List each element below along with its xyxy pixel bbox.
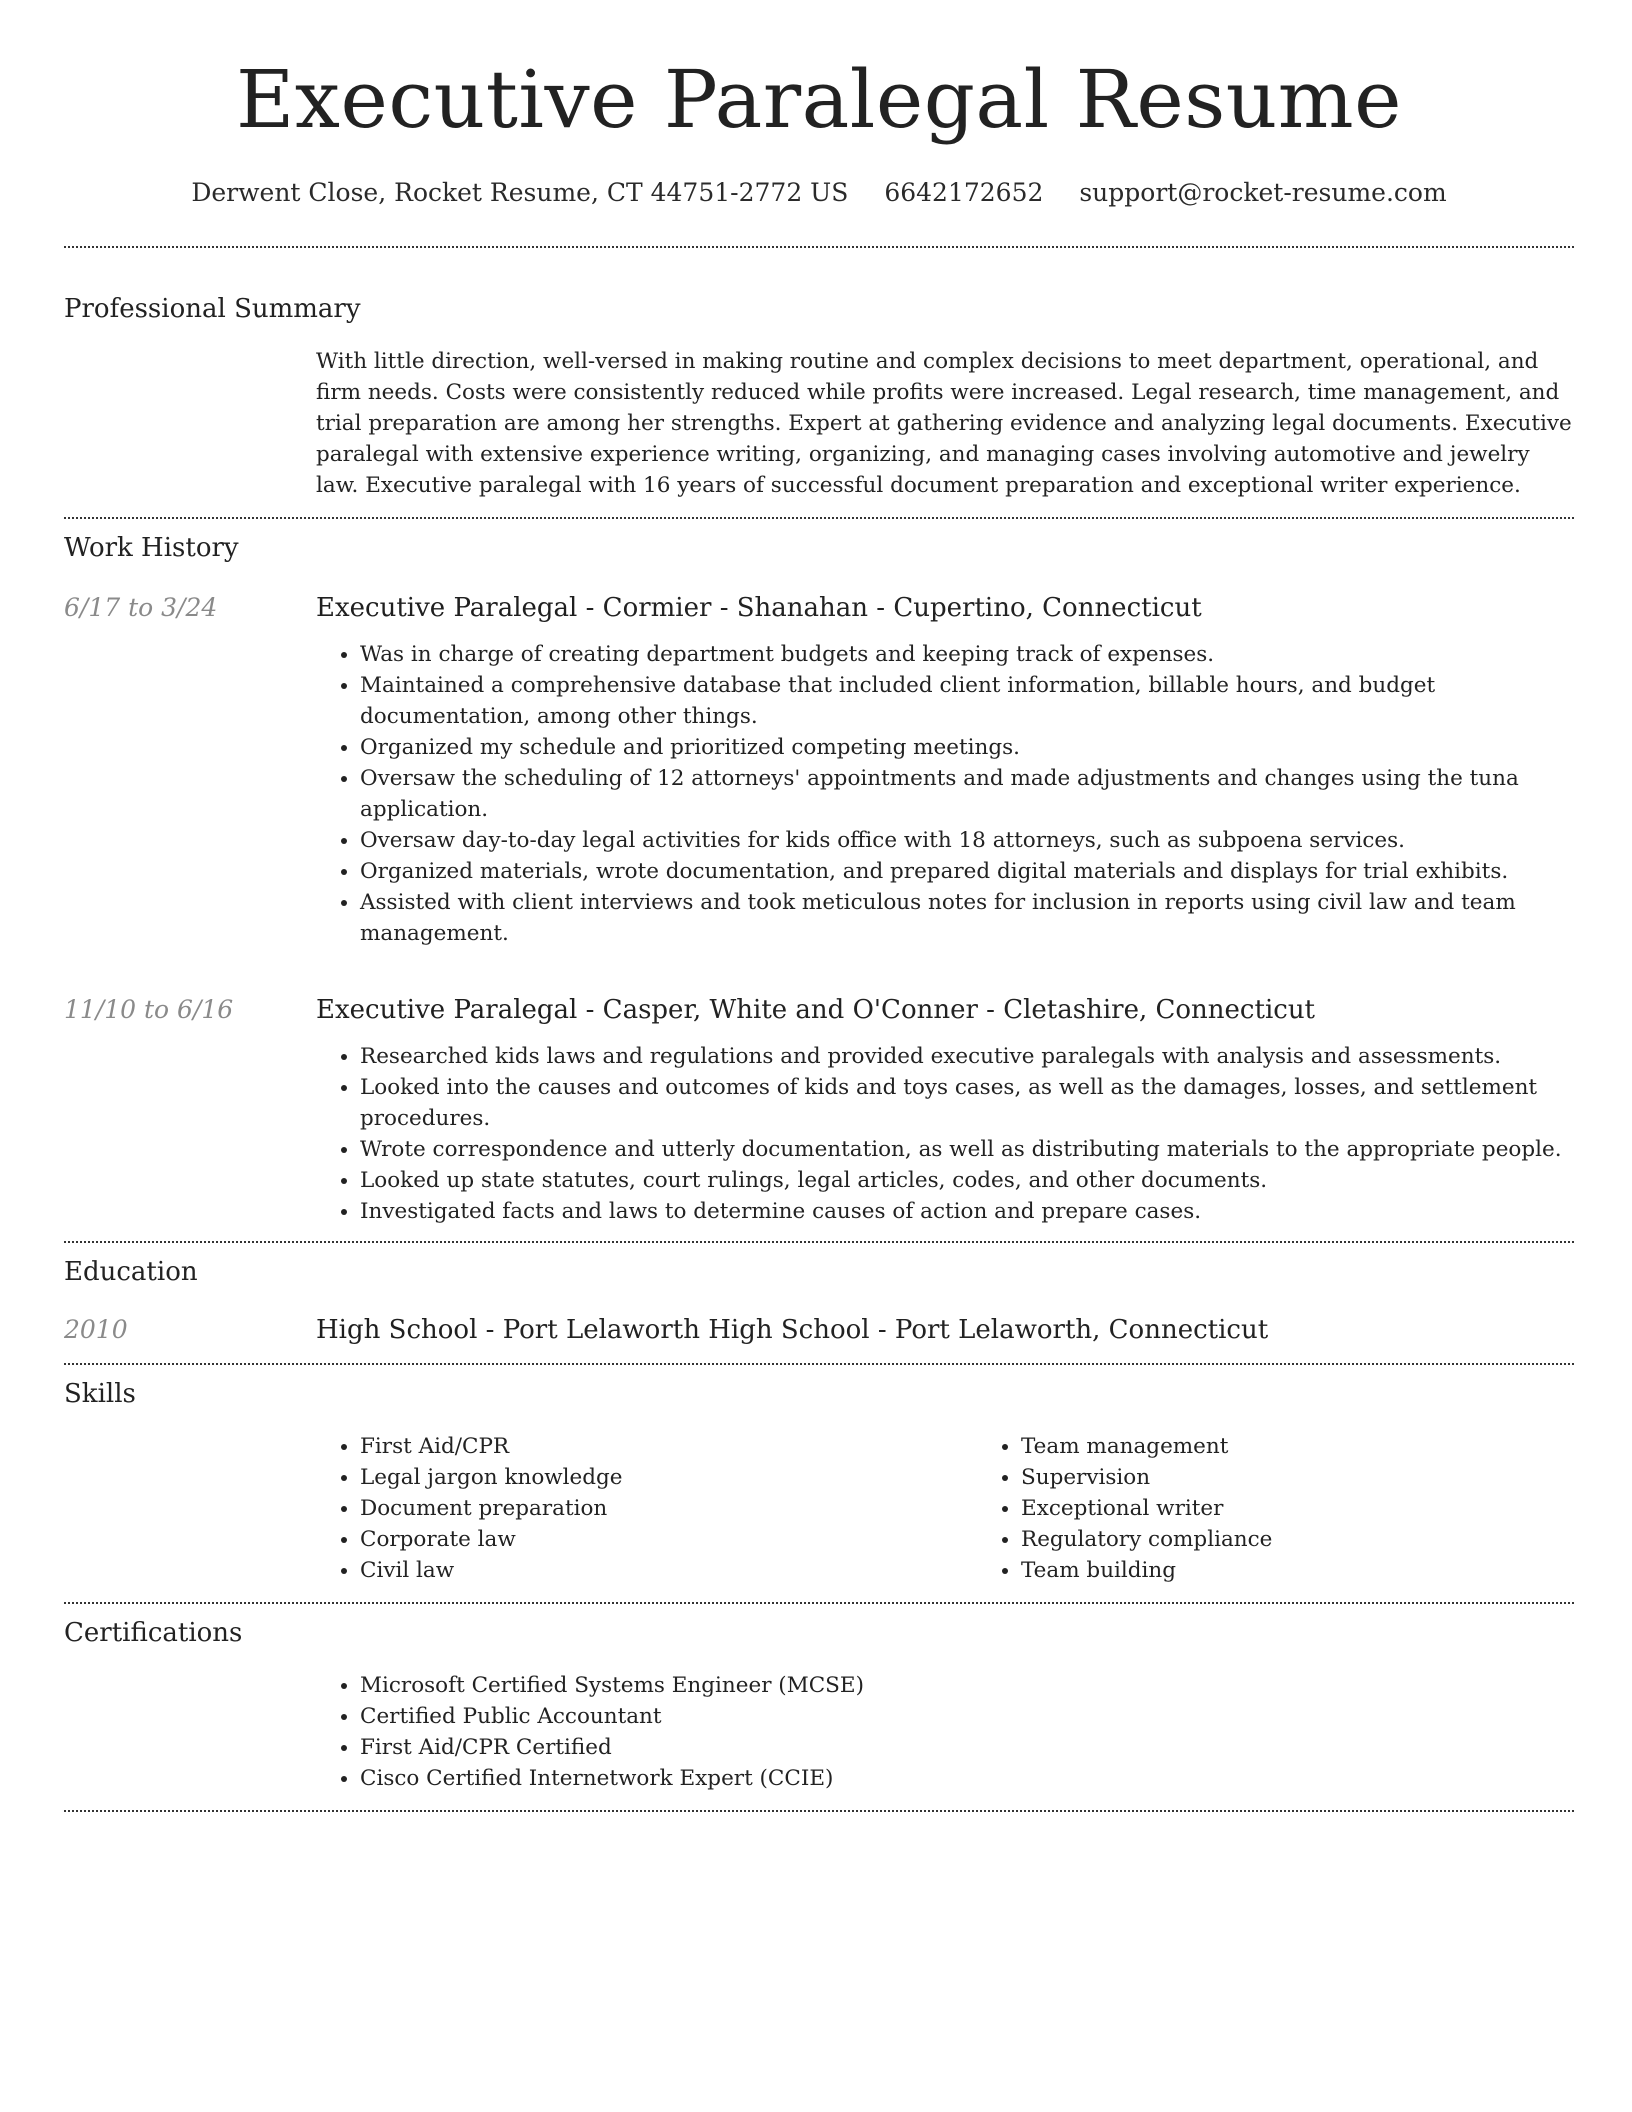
- list-item: • Organized materials, wrote documentation, and prepared digital materials and displays for trial exhibits.: [360, 856, 1574, 887]
- page-title: Executive Paralegal Resume: [236, 53, 1402, 146]
- list-item: • Oversaw the scheduling of 12 attorneys' appointments and made adjustments and changes using the tuna application.: [360, 763, 1574, 825]
- job-bullets: [316, 1041, 1574, 1227]
- skill-item: • First Aid/CPR: [360, 1431, 977, 1462]
- divider: [64, 246, 1574, 248]
- section-title-education: Education: [64, 1257, 198, 1287]
- divider: [64, 1602, 1574, 1604]
- education-entry: [64, 1313, 1574, 1347]
- section-title-work-history: Work History: [64, 533, 239, 563]
- skills-list-right: [977, 1431, 1632, 1586]
- certification-item: • Certified Public Accountant: [360, 1701, 1574, 1732]
- skill-item: • Team building: [1021, 1555, 1632, 1586]
- section-title-skills: Skills: [64, 1379, 136, 1409]
- contact-line: [64, 176, 1574, 210]
- job-bullets: [316, 639, 1574, 949]
- skill-item: • Document preparation: [360, 1493, 977, 1524]
- skill-item: • Supervision: [1021, 1462, 1632, 1493]
- skills-section: [64, 1377, 1574, 1586]
- job-employer: - Casper, White and O'Conner - Cletashire, Connecticut: [577, 995, 1316, 1025]
- job-employer: - Cormier - Shanahan - Cupertino, Connecticut: [577, 593, 1202, 623]
- job-title: Executive Paralegal: [316, 995, 578, 1025]
- education-year: 2010: [64, 1315, 128, 1344]
- skill-item: • Civil law: [360, 1555, 977, 1586]
- list-item: • Assisted with client interviews and took meticulous notes for inclusion in reports using civil law and team management.: [360, 887, 1574, 949]
- summary-section: [64, 292, 1574, 501]
- list-item: • Wrote correspondence and utterly documentation, as well as distributing materials to the appropriate people.: [360, 1134, 1574, 1165]
- skill-item: • Corporate law: [360, 1524, 977, 1555]
- divider: [64, 1241, 1574, 1243]
- list-item: • Maintained a comprehensive database that included client information, billable hours, and budget documentation, among other things.: [360, 670, 1574, 732]
- job-dates: 6/17 to 3/24: [64, 593, 218, 622]
- list-item: • Oversaw day-to-day legal activities for kids office with 18 attorneys, such as subpoena services.: [360, 825, 1574, 856]
- skills-list-left: [316, 1431, 977, 1586]
- job-dates: 11/10 to 6/16: [64, 995, 234, 1024]
- skill-item: • Exceptional writer: [1021, 1493, 1632, 1524]
- education-degree: High School: [316, 1315, 478, 1345]
- list-item: • Organized my schedule and prioritized competing meetings.: [360, 732, 1574, 763]
- list-item: • Looked up state statutes, court rulings, legal articles, codes, and other documents.: [360, 1165, 1574, 1196]
- certifications-list: [316, 1670, 1574, 1794]
- skill-item: • Regulatory compliance: [1021, 1524, 1632, 1555]
- contact-email: support@rocket-resume.com: [1079, 178, 1447, 207]
- work-history-section: [64, 531, 1574, 1227]
- list-item: • Was in charge of creating department budgets and keeping track of expenses.: [360, 639, 1574, 670]
- certification-item: • Cisco Certified Internetwork Expert (CCIE): [360, 1763, 1574, 1794]
- resume-page: [64, 0, 1574, 1812]
- section-title-certifications: Certifications: [64, 1618, 243, 1648]
- education-school: - Port Lelaworth High School - Port Lelaworth, Connecticut: [477, 1315, 1269, 1345]
- job-entry: [64, 591, 1574, 949]
- education-heading: [316, 1313, 1574, 1347]
- section-title-summary: Professional Summary: [64, 294, 361, 324]
- certification-item: • First Aid/CPR Certified: [360, 1732, 1574, 1763]
- divider: [64, 517, 1574, 519]
- list-item: • Researched kids laws and regulations and provided executive paralegals with analysis and assessments.: [360, 1041, 1574, 1072]
- job-heading: [316, 591, 1574, 625]
- list-item: • Looked into the causes and outcomes of kids and toys cases, as well as the damages, losses, and settlement procedures.: [360, 1072, 1574, 1134]
- certifications-section: [64, 1616, 1574, 1794]
- certification-item: • Microsoft Certified Systems Engineer (MCSE): [360, 1670, 1574, 1701]
- divider: [64, 1810, 1574, 1812]
- list-item: • Investigated facts and laws to determine causes of action and prepare cases.: [360, 1196, 1574, 1227]
- skill-item: • Legal jargon knowledge: [360, 1462, 977, 1493]
- divider: [64, 1363, 1574, 1365]
- skill-item: • Team management: [1021, 1431, 1632, 1462]
- job-entry: [64, 993, 1574, 1227]
- education-section: [64, 1255, 1574, 1347]
- contact-address: Derwent Close, Rocket Resume, CT 44751-2772 US: [191, 178, 849, 207]
- job-heading: [316, 993, 1574, 1027]
- contact-phone: 6642172652: [884, 178, 1044, 207]
- summary-text: With little direction, well-versed in making routine and complex decisions to meet department, operational, and firm needs. Costs were consistently reduced while profits were increased. Legal research, time management, and trial preparation are among her strengths. Expert at gathering evidence and analyzing legal documents. Executive paralegal with extensive experience writing, organizing, and managing cases involving automotive and jewelry law. Executive paralegal with 16 years of successful document preparation and exceptional writer experience.: [316, 349, 1572, 498]
- job-title: Executive Paralegal: [316, 593, 578, 623]
